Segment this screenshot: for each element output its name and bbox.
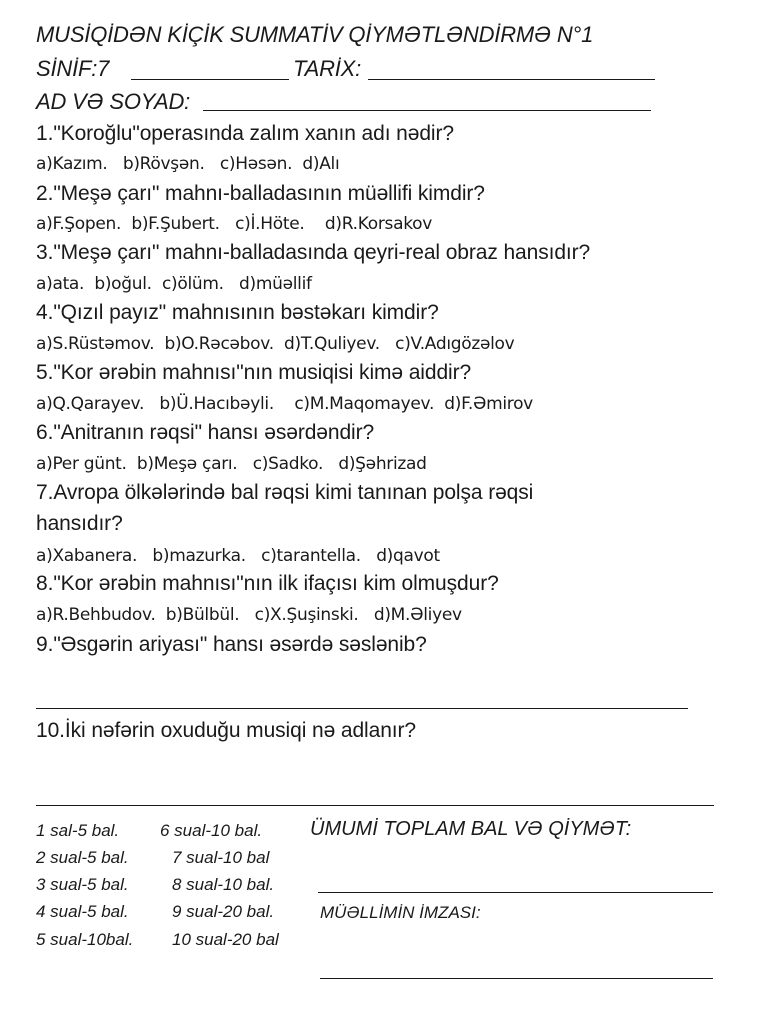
teacher-signature-label: MÜƏLLİMİN İMZASI: (320, 903, 481, 922)
score-item: 9 sual-20 bal. (172, 902, 275, 921)
teacher-signature-line (320, 978, 713, 979)
question-1: 1."Koroğlu"operasında zalım xanın adı nədir? (36, 122, 454, 145)
date-blank-line (368, 79, 655, 80)
question-8-options: a)R.Behbudov. b)Bülbül. c)X.Şuşinski. d)M.Əliyev (36, 605, 462, 625)
question-9: 9."Əsgərin ariyası" hansı əsərdə səslənib? (36, 633, 427, 656)
question-10: 10.İki nəfərin oxuduğu musiqi nə adlanır? (36, 719, 416, 742)
score-item: 4 sual-5 bal. (36, 902, 129, 921)
question-2-options: a)F.Şopen. b)F.Şubert. c)İ.Höte. d)R.Korsakov (36, 214, 433, 234)
score-item: 5 sual-10bal. (36, 930, 134, 949)
question-5: 5."Kor ərəbin mahnısı"nın musiqisi kimə aiddir? (36, 361, 472, 384)
score-item: 8 sual-10 bal. (172, 875, 275, 894)
question-2: 2."Meşə çarı" mahnı-balladasının müəllifi kimdir? (36, 182, 485, 205)
worksheet-title: MUSİQİDƏN KİÇİK SUMMATİV QİYMƏTLƏNDİRMƏ N°1 (36, 22, 594, 47)
question-7-line-2: hansıdır? (36, 512, 123, 535)
score-item: 2 sual-5 bal. (36, 848, 129, 867)
question-4: 4."Qızıl payız" mahnısının bəstəkarı kimdir? (36, 301, 439, 324)
total-score-line (318, 892, 713, 893)
score-item: 6 sual-10 bal. (160, 821, 263, 840)
score-item: 10 sual-20 bal (172, 930, 279, 949)
question-1-options: a)Kazım. b)Rövşən. c)Həsən. d)Alı (36, 154, 340, 174)
score-item: 3 sual-5 bal. (36, 875, 129, 894)
class-label: SİNİF:7 (36, 56, 110, 81)
question-10-answer-line (36, 805, 714, 806)
question-3: 3."Meşə çarı" mahnı-balladasında qeyri-real obraz hansıdır? (36, 241, 591, 264)
name-label: AD VƏ SOYAD: (36, 89, 191, 114)
name-blank-line (203, 110, 651, 111)
date-label: TARİX: (293, 56, 362, 81)
question-6: 6."Anitranın rəqsi" hansı əsərdəndir? (36, 421, 375, 444)
question-9-answer-line (36, 708, 688, 709)
question-6-options: a)Per günt. b)Meşə çarı. c)Sadko. d)Şəhrizad (36, 454, 427, 474)
question-7: 7.Avropa ölkələrində bal rəqsi kimi tanınan polşa rəqsi (36, 481, 534, 504)
question-5-options: a)Q.Qarayev. b)Ü.Hacıbəyli. c)M.Maqomayev. d)F.Əmirov (36, 394, 533, 414)
question-4-options: a)S.Rüstəmov. b)O.Rəcəbov. d)T.Quliyev. c)V.Adıgözəlov (36, 334, 515, 354)
score-item: 7 sual-10 bal (172, 848, 270, 867)
score-item: 1 sal-5 bal. (36, 821, 120, 840)
class-blank-line (131, 79, 289, 80)
question-8: 8."Kor ərəbin mahnısı"nın ilk ifaçısı kim olmuşdur? (36, 572, 499, 595)
question-3-options: a)ata. b)oğul. c)ölüm. d)müəllif (36, 274, 312, 294)
question-7-options: a)Xabanera. b)mazurka. c)tarantella. d)qavot (36, 546, 440, 566)
total-score-label: ÜMUMİ TOPLAM BAL VƏ QİYMƏT: (310, 818, 632, 840)
